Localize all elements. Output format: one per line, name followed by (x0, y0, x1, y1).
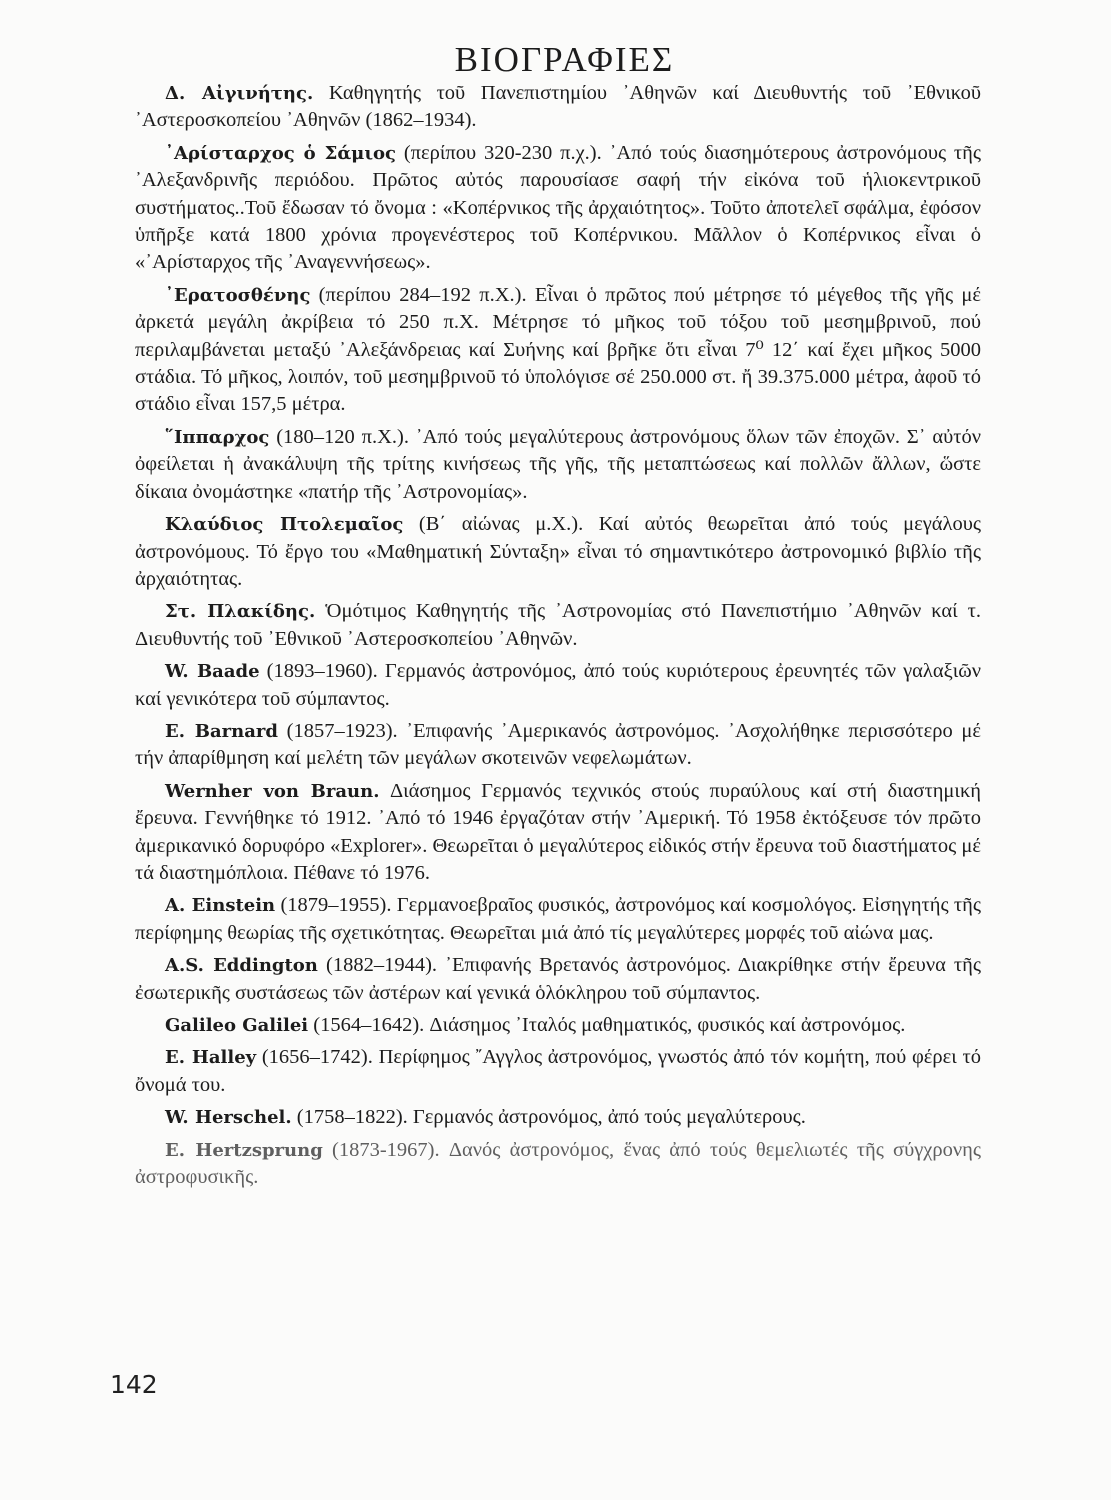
biography-text: (180–120 π.Χ.). ᾿Από τούς μεγαλύτερους ἀστρονόμους ὅλων τῶν ἐποχῶν. Σ᾿ αὐτόν ὀφείλεται ἡ ἀνακάλυψη τῆς τρίτης κινήσεως τῆς γῆς, τῆς μεταπτώσεως καί πολλῶν ἄλλων, ὥστε δίκαια ὀνομάστηκε «πατήρ τῆς ᾿Αστρονομίας». (135, 425, 981, 503)
biography-text: (1564–1642). Διάσημος ᾿Ιταλός μαθηματικός, φυσικός καί ἀστρονόμος. (308, 1014, 906, 1036)
person-name: Galileo Galilei (165, 1015, 309, 1036)
biography-entry (135, 424, 981, 506)
person-name: E. Barnard (165, 720, 278, 742)
person-name: ῞Ιππαρχος (165, 426, 270, 448)
biography-entry (135, 892, 981, 947)
biography-text: (1758–1822). Γερμανός ἀστρονόμος, ἀπό τούς μεγαλύτερους. (291, 1106, 806, 1129)
biography-text: (1879–1955). Γερμανοεβραῖος φυσικός, ἀστρονόμος καί κοσμολόγος. Εἰσηγητής τῆς περίφημης θεωρίας τῆς σχετικότητας. Θεωρεῖται μιά ἀπό τίς μεγαλύτερες μορφές τοῦ αἰώνα μας. (135, 894, 981, 944)
person-name: Wernher von Braun. (165, 780, 380, 802)
biography-entry (135, 282, 981, 419)
biography-entry (135, 1137, 981, 1192)
biography-entry (135, 511, 981, 593)
person-name: Κλαύδιος Πτολεμαῖος (165, 514, 404, 536)
biography-entry (135, 1012, 981, 1039)
biography-text: (Β΄ αἰώνας μ.Χ.). Καί αὐτός θεωρεῖται ἀπό τούς μεγάλους ἀστρονόμους. Τό ἔργο του «Μαθηματική Σύνταξη» εἶναι τό σημαντικότερο ἀστρονομικό βιβλίο τῆς ἀρχαιότητας. (135, 513, 981, 590)
person-name: W. Herschel. (165, 1107, 292, 1129)
biography-list (135, 80, 981, 1196)
person-name: A.S. Eddington (165, 955, 318, 977)
person-name: W. Baade (165, 661, 260, 683)
biography-text: Διάσημος Γερμανός τεχνικός στούς πυραύλους καί στή διαστημική ἔρευνα. Γεννήθηκε τό 1912. ᾿Από τό 1946 ἐργαζόταν στήν ᾿Αμερική. Τό 1958 ἐκτόξευσε τόν πρῶτο ἀμερικανικό δορυφόρο «Explorer». Θεωρεῖται ὁ μεγαλύτερος εἰδικός στήν ἔρευνα τοῦ διαστήματος μέ τά διαστημόπλοια. Πέθανε τό 1976. (135, 779, 981, 884)
biography-entry (135, 718, 981, 773)
biography-text: Ὁμότιμος Καθηγητής τῆς ᾿Αστρονομίας στό Πανεπιστήμιο ᾿Αθηνῶν καί τ. Διευθυντής τοῦ ᾿Εθνικοῦ ᾿Αστεροσκοπείου ᾿Αθηνῶν. (135, 600, 981, 650)
person-name: Δ. Αἰγινήτης. (165, 83, 314, 104)
biography-text: (1656–1742). Περίφημος ῎Αγγλος ἀστρονόμος, γνωστός ἀπό τόν κομήτη, πού φέρει τό ὄνομά του. (135, 1046, 981, 1096)
biography-entry (135, 1104, 981, 1131)
person-name: ᾿Αρίσταρχος ὁ Σάμιος (165, 142, 397, 164)
biography-entry (135, 80, 981, 135)
biography-entry (135, 658, 981, 713)
person-name: A. Einstein (165, 895, 276, 917)
biography-text: (1893–1960). Γερμανός ἀστρονόμος, ἀπό τούς κυριότερους ἐρευνητές τῶν γαλαξιῶν καί γενικότερα τοῦ σύμπαντος. (135, 660, 981, 710)
page-title: ΒΙΟΓΡΑΦΙΕΣ (454, 40, 675, 79)
biography-text: (1882–1944). ᾿Επιφανής Βρετανός ἀστρονόμος. Διακρίθηκε στήν ἔρευνα τῆς ἐσωτερικῆς συστάσεως τῶν ἀστέρων καί γενικά ὁλόκληρου τοῦ σύμπαντος. (135, 954, 981, 1004)
person-name: E. Halley (165, 1047, 257, 1069)
biography-entry (135, 778, 981, 888)
biography-text: Καθηγητής τοῦ Πανεπιστημίου ᾿Αθηνῶν καί Διευθυντής τοῦ ᾿Εθνικοῦ ᾿Αστεροσκοπείου ᾿Αθηνῶν (1862–1934). (135, 82, 981, 132)
biography-text: (περίπου 320-230 π.χ.). ᾿Από τούς διασημότερους ἀστρονόμους τῆς ᾿Αλεξανδρινῆς περιόδου. Πρῶτος αὐτός παρουσίασε σαφή τήν εἰκόνα τοῦ ἡλιοκεντρικοῦ συστήματος..Τοῦ ἔδωσαν τό ὄνομα : «Κοπέρνικος τῆς ἀρχαιότητος». Τοῦτο ἀποτελεῖ σφάλμα, ἐφόσον ὑπῆρξε κατά 1800 χρόνια προγενέστερος τοῦ Κοπέρνικου. Μᾶλλον ὁ Κοπέρνικος εἶναι ὁ «᾿Αρίσταρχος τῆς ᾿Αναγεννήσεως». (135, 141, 981, 274)
biography-text: (1873-1967). Δανός ἀστρονόμος, ἕνας ἀπό τούς θεμελιωτές τῆς σύγχρονης ἀστροφυσικῆς. (135, 1138, 981, 1189)
person-name: Στ. Πλακίδης. (165, 601, 316, 623)
biography-entry (135, 140, 981, 277)
biography-entry (135, 952, 981, 1007)
person-name: ᾿Ερατοσθένης (165, 284, 311, 306)
biography-entry (135, 1044, 981, 1099)
page-number: 142 (110, 1370, 158, 1399)
person-name: E. Hertzsprung (165, 1139, 323, 1161)
biography-text: (περίπου 284–192 π.Χ.). Εἶναι ὁ πρῶτος πού μέτρησε τό μέγεθος τῆς γῆς μέ ἀρκετά μεγάλη ἀκρίβεια τό 250 π.Χ. Μέτρησε τό μῆκος τοῦ τόξου τοῦ μεσημβρινοῦ, πού περιλαμβάνεται μεταξύ ᾿Αλεξάνδρειας καί Συήνης καί βρῆκε ὅτι εἶναι 7⁰ 12΄ καί ἔχει μῆκος 5000 στάδια. Τό μῆκος, λοιπόν, τοῦ μεσημβρινοῦ τό ὑπολόγισε σέ 250.000 στ. ἤ 39.375.000 μέτρα, ἀφοῦ τό στάδιο εἶναι 157,5 μέτρα. (135, 283, 981, 416)
biography-text: (1857–1923). ᾿Επιφανής ᾿Αμερικανός ἀστρονόμος. ᾿Ασχολήθηκε περισσότερο μέ τήν ἀπαρίθμηση καί μελέτη τῶν μεγάλων σκοτεινῶν νεφελωμάτων. (135, 719, 981, 770)
biography-entry (135, 598, 981, 653)
